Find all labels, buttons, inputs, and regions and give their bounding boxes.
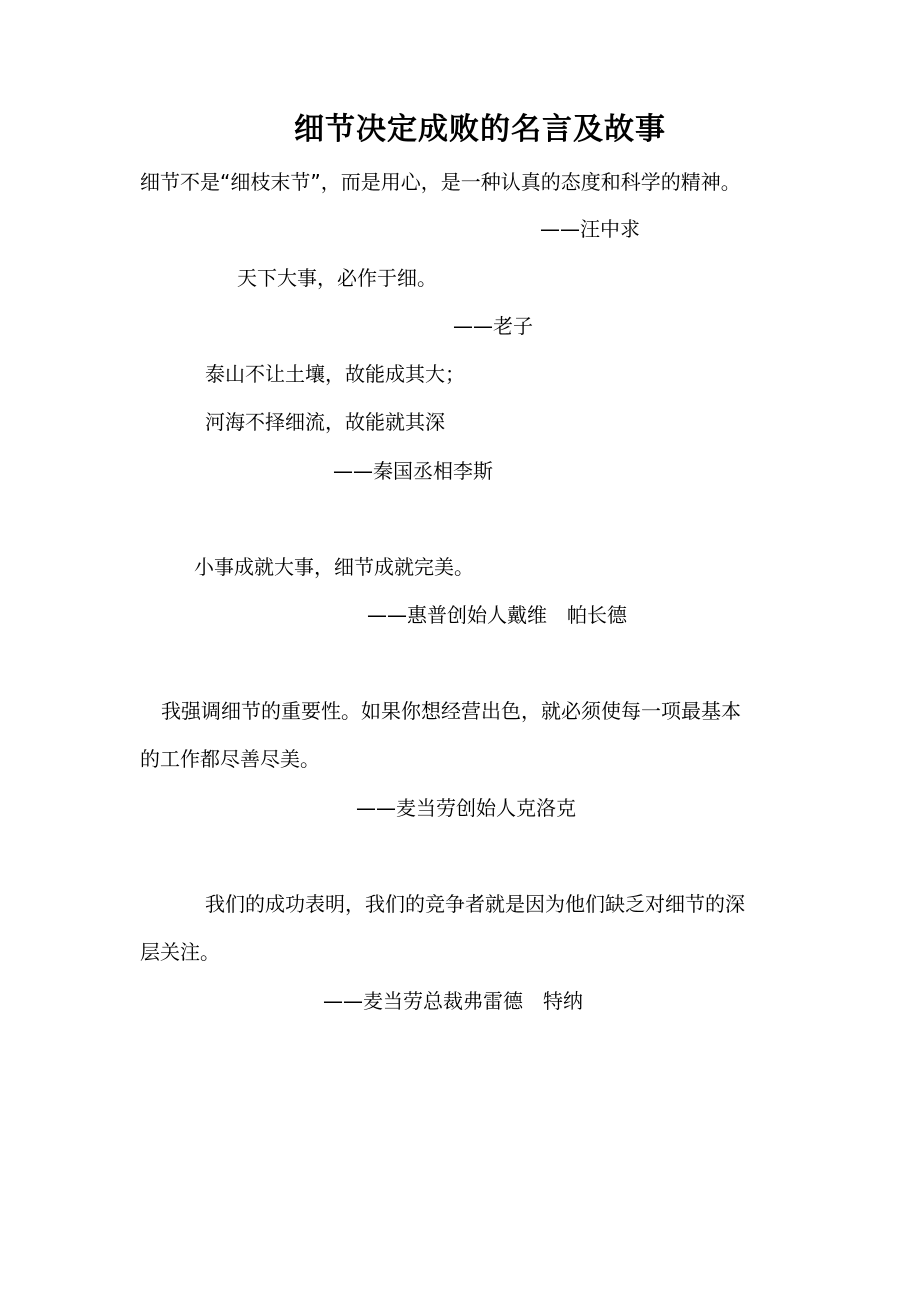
quote-5-author: ——麦当劳创始人克洛克 [356,796,576,820]
quote-2-author: ——老子 [453,314,533,338]
document-title: 细节决定成败的名言及故事 [294,112,666,147]
quote-1-line-1: 细节不是“细枝末节”，而是用心，是一种认真的态度和科学的精神。 [140,170,741,194]
quote-5-line-2: 的工作都尽善尽美。 [140,747,320,771]
quote-3-line-2: 河海不择细流，故能就其深 [205,410,445,434]
quote-4-author: ——惠普创始人戴维 帕长德 [367,603,627,627]
quote-6-author: ——麦当劳总裁弗雷德 特纳 [323,989,583,1013]
quote-2-line-1: 天下大事，必作于细。 [237,266,437,290]
quote-5-line-1: 我强调细节的重要性。如果你想经营出色，就必须使每一项最基本 [161,699,741,723]
quote-6-line-2: 层关注。 [140,940,220,964]
quote-3-author: ——秦国丞相李斯 [333,459,493,483]
quote-4-line-1: 小事成就大事，细节成就完美。 [194,555,474,579]
quote-1-author: ——汪中求 [540,217,640,241]
quote-6-line-1: 我们的成功表明，我们的竞争者就是因为他们缺乏对细节的深 [205,892,745,916]
quote-3-line-1: 泰山不让土壤，故能成其大； [205,362,465,386]
